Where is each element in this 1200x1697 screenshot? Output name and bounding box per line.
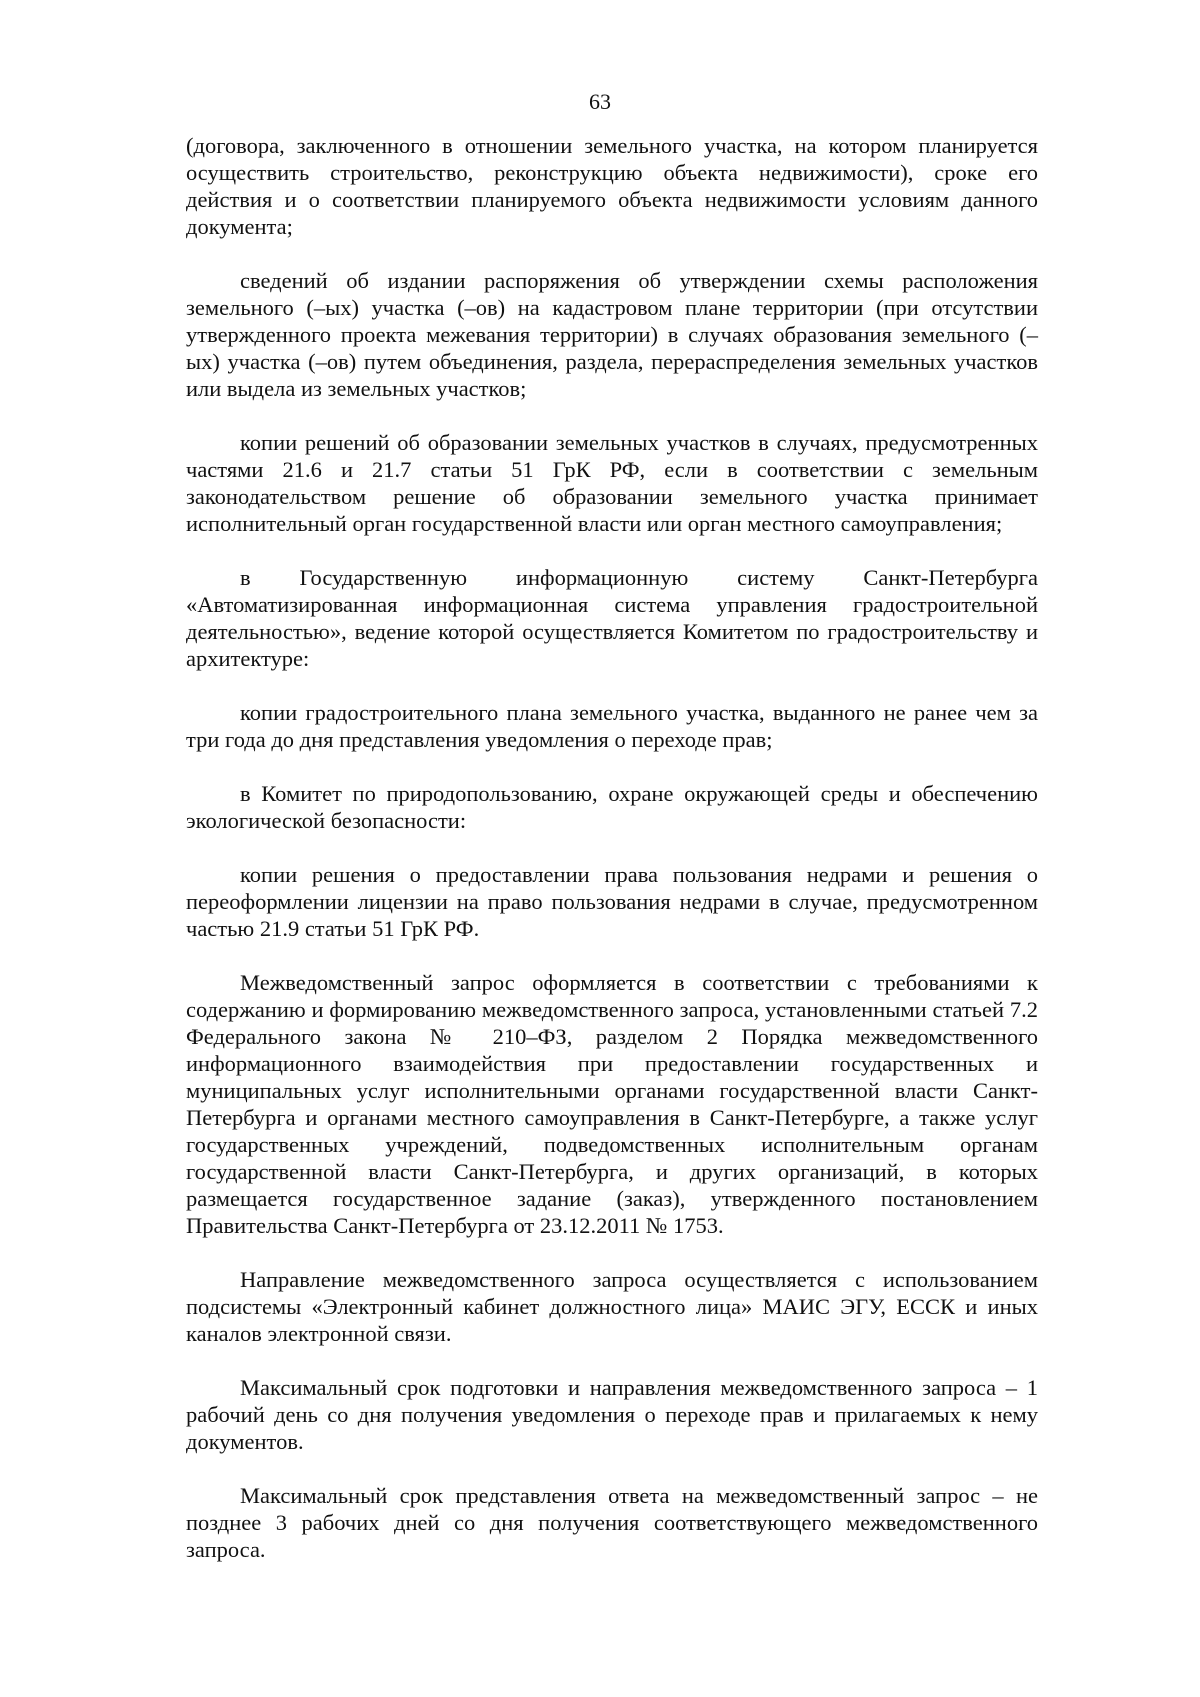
document-body	[186, 132, 1038, 1563]
paragraph-11: Максимальный срок представления ответа на межведомственный запрос – не позднее 3 рабочих дней со дня получения соответствующего межведомственного запроса.	[186, 1483, 1038, 1562]
paragraph-4: в Государственную информационную систему Санкт-Петербурга «Автоматизированная информационная система управления градостроительной деятельностью», ведение которой осуществляется Комитетом по градостроительству и архитектуре:	[186, 565, 1038, 671]
paragraph-2: сведений об издании распоряжения об утверждении схемы расположения земельного (–ых) участка (–ов) на кадастровом плане территории (при отсутствии утвержденного проекта межевания территории) в случаях образования земельного (–ых) участка (–ов) путем объединения, раздела, перераспределения земельных участков или выдела из земельных участков;	[186, 268, 1038, 401]
paragraph-9: Направление межведомственного запроса осуществляется с использованием подсистемы «Электронный кабинет должностного лица» МАИС ЭГУ, ЕССК и иных каналов электронной связи.	[186, 1267, 1038, 1346]
page-number: 63	[589, 89, 611, 114]
paragraph-8: Межведомственный запрос оформляется в соответствии с требованиями к содержанию и формированию межведомственного запроса, установленными статьей 7.2 Федерального закона № 210–ФЗ, разделом 2 Порядка межведомственного информационного взаимодействия при предоставлении государственных и муниципальных услуг исполнительными органами государственной власти Санкт-Петербурга и органами местного самоуправления в Санкт-Петербурге, а также услуг государственных учреждений, подведомственных исполнительным органам государственной власти Санкт-Петербурга, и других организаций, в которых размещается государственное задание (заказ), утвержденного постановлением Правительства Санкт-Петербурга от 23.12.2011 № 1753.	[186, 970, 1038, 1238]
paragraph-1: (договора, заключенного в отношении земельного участка, на котором планируется осуществить строительство, реконструкцию объекта недвижимости), сроке его действия и о соответствии планируемого объекта недвижимости условиям данного документа;	[186, 133, 1038, 239]
paragraph-6: в Комитет по природопользованию, охране окружающей среды и обеспечению экологической безопасности:	[186, 781, 1038, 833]
paragraph-3: копии решений об образовании земельных участков в случаях, предусмотренных частями 21.6 и 21.7 статьи 51 ГрК РФ, если в соответствии с земельным законодательством решение об образовании земельного участка принимает исполнительный орган государственной власти или орган местного самоуправления;	[186, 430, 1038, 536]
paragraph-5: копии градостроительного плана земельного участка, выданного не ранее чем за три года до дня представления уведомления о переходе прав;	[186, 700, 1038, 752]
paragraph-10: Максимальный срок подготовки и направления межведомственного запроса – 1 рабочий день со дня получения уведомления о переходе прав и прилагаемых к нему документов.	[186, 1375, 1038, 1454]
paragraph-7: копии решения о предоставлении права пользования недрами и решения о переоформлении лицензии на право пользования недрами в случае, предусмотренном частью 21.9 статьи 51 ГрК РФ.	[186, 862, 1038, 941]
